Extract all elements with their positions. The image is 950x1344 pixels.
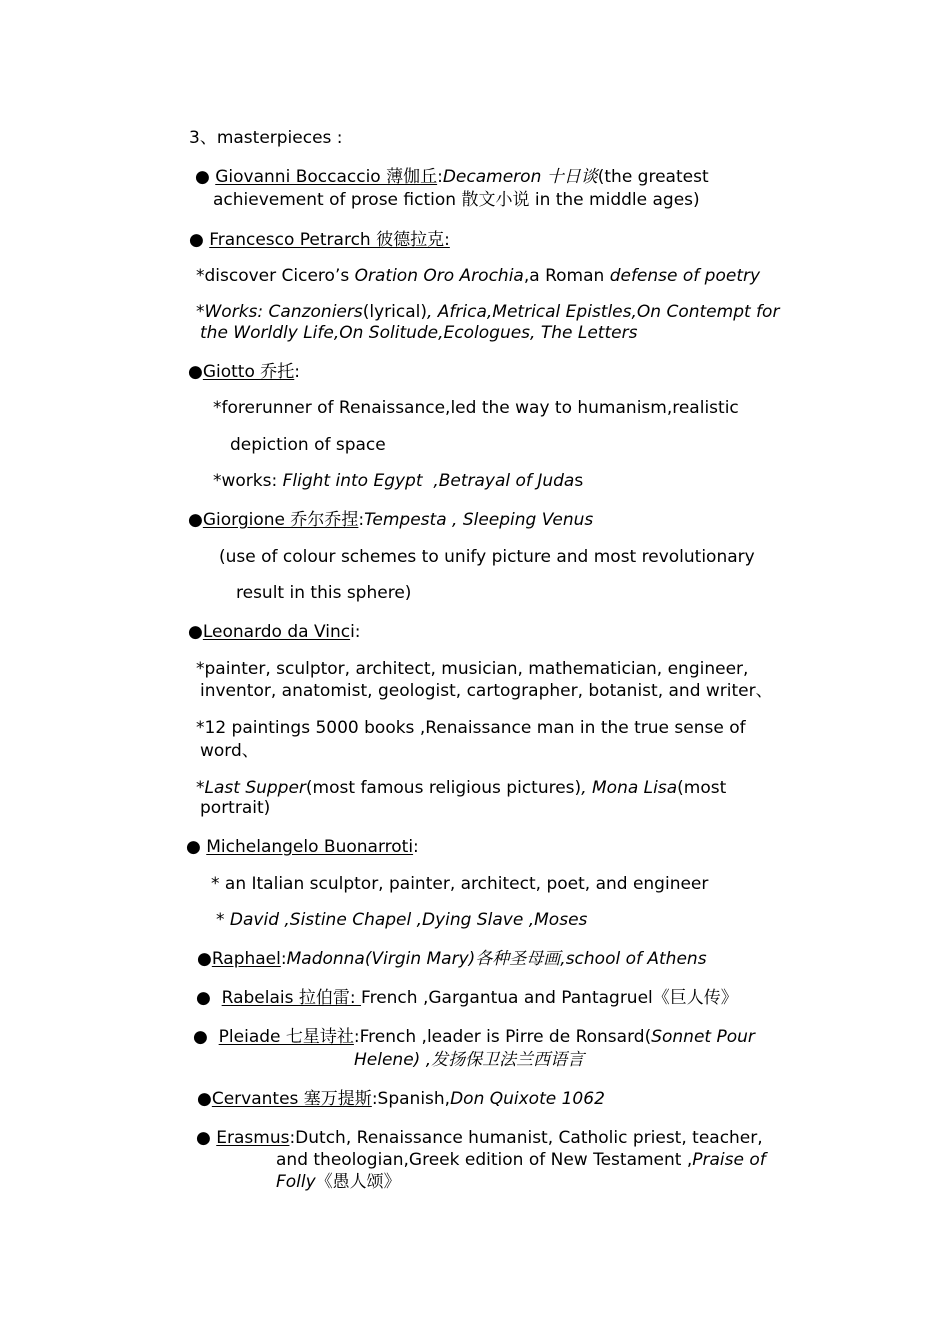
text-segment: (use of colour schemes to unify picture and most revolutionary <box>219 547 755 567</box>
text-segment: ● <box>197 949 212 969</box>
text-segment: : <box>280 949 287 969</box>
text-segment: 3、masterpieces : <box>189 128 343 148</box>
text-line <box>236 582 411 604</box>
text-segment: ● <box>193 1027 219 1047</box>
text-line <box>354 1049 584 1071</box>
text-segment: (lyrical) <box>362 302 427 322</box>
italic-title: Sonnet Pour <box>651 1027 755 1047</box>
text-segment: :Spanish, <box>371 1089 451 1109</box>
text-line <box>188 361 300 383</box>
text-segment: 《愚人颂》 <box>315 1172 401 1192</box>
text-line <box>213 189 700 211</box>
text-segment: * <box>196 302 205 322</box>
italic-title: Madonna(Virgin Mary)各种圣母画,school of Athens <box>286 949 707 969</box>
underlined-name: Pleiade 七星诗社 <box>218 1027 354 1047</box>
text-segment: ● <box>188 362 203 382</box>
text-line <box>188 621 361 643</box>
text-line <box>200 740 259 762</box>
text-line <box>197 948 707 970</box>
text-line <box>189 127 343 149</box>
underlined-name: Giorgione 乔尔乔捏 <box>202 510 359 530</box>
underlined-name: Raphael <box>211 949 281 969</box>
text-line <box>276 1171 401 1193</box>
text-segment: achievement of prose fiction 散文小说 in the middle ages) <box>213 190 700 210</box>
text-line <box>196 717 746 739</box>
underlined-name: Giovanni Boccaccio 薄伽丘 <box>215 167 438 187</box>
italic-title: Flight into Egypt ,Betrayal of Juda <box>282 471 575 491</box>
italic-title: Last Supper <box>204 778 306 798</box>
text-segment: :Dutch, Renaissance humanist, Catholic priest, teacher, <box>289 1128 763 1148</box>
text-line <box>196 1127 763 1149</box>
text-line <box>200 322 637 344</box>
italic-title: Folly <box>276 1172 316 1192</box>
italic-title: Helene) ,发扬保卫法兰西语言 <box>354 1050 585 1070</box>
text-segment: s <box>574 471 584 491</box>
text-segment: : <box>358 510 365 530</box>
text-segment: :French ,leader is Pirre de Ronsard( <box>353 1027 652 1047</box>
text-segment: ● <box>195 167 216 187</box>
text-segment: ● <box>186 837 207 857</box>
text-line <box>193 1026 755 1048</box>
text-line <box>189 229 450 251</box>
text-line <box>197 1088 605 1110</box>
text-segment: ● <box>189 230 210 250</box>
text-line <box>195 166 709 188</box>
text-segment: (most <box>677 778 727 798</box>
text-segment: ● <box>188 622 203 642</box>
text-line <box>200 797 270 819</box>
text-segment: (the greatest <box>597 167 709 187</box>
text-line <box>196 658 748 680</box>
text-segment: : <box>413 837 419 857</box>
text-line <box>196 301 779 323</box>
text-segment: and theologian,Greek edition of New Testament , <box>276 1150 693 1170</box>
text-segment: inventor, anatomist, geologist, cartographer, botanist, and writer、 <box>200 681 773 701</box>
text-segment: * <box>196 778 205 798</box>
italic-title: David ,Sistine Chapel ,Dying Slave ,Moses <box>229 910 588 930</box>
text-line <box>196 777 726 799</box>
text-line <box>219 546 755 568</box>
text-line <box>213 397 739 419</box>
text-line <box>211 873 708 895</box>
italic-title: the Worldly Life,On Solitude,Ecologues, The Letters <box>200 323 638 343</box>
underlined-name: Erasmus <box>216 1128 290 1148</box>
italic-title: defense of poetry <box>609 266 761 286</box>
italic-title: Works: Canzoniers <box>204 302 363 322</box>
text-segment: *discover Cicero’s <box>196 266 355 286</box>
text-line <box>196 265 760 287</box>
text-segment: depiction of space <box>230 435 386 455</box>
text-segment: ,a Roman <box>523 266 610 286</box>
underlined-name: Francesco Petrarch 彼德拉克: <box>209 230 450 250</box>
text-segment: word、 <box>200 741 259 761</box>
text-line <box>213 470 583 492</box>
text-segment: (most famous religious pictures) <box>305 778 582 798</box>
text-segment: result in this sphere) <box>236 583 412 603</box>
underlined-name: Giotto 乔托 <box>202 362 295 382</box>
text-line <box>188 509 593 531</box>
italic-title: Praise of <box>692 1150 766 1170</box>
italic-title: Decameron 十日谈 <box>442 167 598 187</box>
underlined-name: Rabelais 拉伯雷: <box>221 988 362 1008</box>
text-segment: : <box>437 167 443 187</box>
text-segment: ● <box>197 1089 212 1109</box>
underlined-name: Michelangelo Buonarroti <box>206 837 414 857</box>
text-segment: i: <box>350 622 361 642</box>
text-segment: portrait) <box>200 798 271 818</box>
text-segment: French ,Gargantua and Pantagruel《巨人传》 <box>361 988 738 1008</box>
text-segment: ● <box>188 510 203 530</box>
underlined-name: Leonardo da Vinc <box>202 622 351 642</box>
text-line <box>196 987 738 1009</box>
text-segment: *12 paintings 5000 books ,Renaissance man in the true sense of <box>196 718 746 738</box>
underlined-name: Cervantes 塞万提斯 <box>211 1089 372 1109</box>
italic-title: , Mona Lisa <box>581 778 678 798</box>
text-segment: ● <box>196 1128 217 1148</box>
text-line <box>200 680 773 702</box>
text-segment: : <box>294 362 301 382</box>
text-line <box>216 909 587 931</box>
italic-title: , Africa,Metrical Epistles,On Contempt for <box>426 302 780 322</box>
italic-title: Oration Oro Arochia <box>354 266 524 286</box>
italic-title: Don Quixote 1062 <box>450 1089 605 1109</box>
text-segment: *painter, sculptor, architect, musician, mathematician, engineer, <box>196 659 749 679</box>
text-line <box>230 434 386 456</box>
text-segment: ● <box>196 988 222 1008</box>
text-segment: * <box>216 910 230 930</box>
text-segment: *works: <box>213 471 283 491</box>
text-line <box>186 836 419 858</box>
text-segment: *forerunner of Renaissance,led the way to humanism,realistic <box>213 398 739 418</box>
text-line <box>276 1149 766 1171</box>
text-segment: * an Italian sculptor, painter, architect, poet, and engineer <box>211 874 709 894</box>
italic-title: Tempesta , Sleeping Venus <box>364 510 594 530</box>
